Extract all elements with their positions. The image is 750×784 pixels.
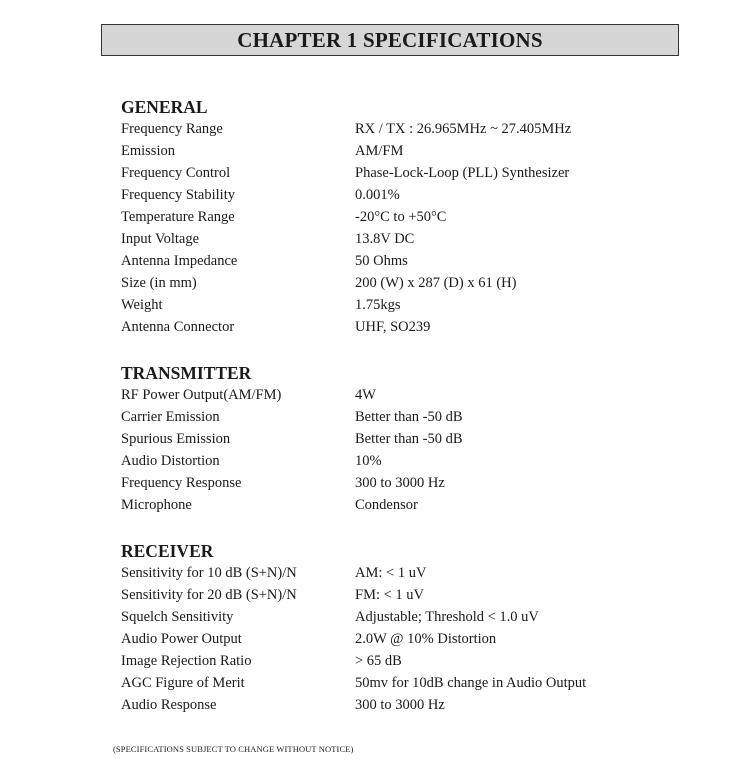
spec-row: [121, 650, 681, 672]
spec-label: Emission: [121, 143, 175, 159]
spec-row: [121, 384, 681, 406]
spec-row: [121, 118, 681, 140]
spec-value: 300 to 3000 Hz: [355, 697, 445, 713]
spec-row: [121, 294, 681, 316]
spec-label: Antenna Impedance: [121, 253, 238, 269]
spec-value: 1.75kgs: [355, 297, 401, 313]
section-receiver: [121, 540, 681, 716]
spec-row: [121, 472, 681, 494]
spec-label: Frequency Stability: [121, 187, 235, 203]
spec-label: Carrier Emission: [121, 409, 220, 425]
spec-row: [121, 562, 681, 584]
spec-label: AGC Figure of Merit: [121, 675, 245, 691]
spec-row: [121, 428, 681, 450]
spec-value: Better than -50 dB: [355, 431, 463, 447]
spec-label: RF Power Output(AM/FM): [121, 387, 282, 403]
spec-value: 50mv for 10dB change in Audio Output: [355, 675, 587, 691]
spec-value: AM: < 1 uV: [355, 565, 427, 581]
spec-row: [121, 316, 681, 338]
spec-row: [121, 162, 681, 184]
spec-label: Microphone: [121, 497, 192, 513]
spec-value: AM/FM: [355, 143, 404, 159]
spec-row: [121, 140, 681, 162]
spec-row: [121, 250, 681, 272]
spec-row: [121, 228, 681, 250]
spec-value: 10%: [355, 453, 382, 469]
spec-label: Squelch Sensitivity: [121, 609, 234, 625]
spec-label: Image Rejection Ratio: [121, 653, 252, 669]
chapter-title-box: [101, 24, 679, 56]
spec-label: Audio Response: [121, 697, 217, 713]
spec-value: FM: < 1 uV: [355, 587, 425, 603]
spec-row: [121, 606, 681, 628]
spec-value: 50 Ohms: [355, 253, 408, 269]
spec-value: UHF, SO239: [355, 319, 431, 335]
spec-row: [121, 184, 681, 206]
spec-value: RX / TX : 26.965MHz ~ 27.405MHz: [355, 121, 572, 137]
spec-value: 13.8V DC: [355, 231, 415, 247]
footnote: (SPECIFICATIONS SUBJECT TO CHANGE WITHOUT NOTICE): [113, 744, 354, 754]
spec-label: Audio Power Output: [121, 631, 242, 647]
section-heading-transmitter: TRANSMITTER: [121, 363, 252, 383]
spec-row: [121, 206, 681, 228]
chapter-title: CHAPTER 1 SPECIFICATIONS: [237, 27, 543, 52]
section-transmitter: [121, 362, 681, 516]
spec-value: Adjustable; Threshold < 1.0 uV: [355, 609, 539, 625]
spec-row: [121, 272, 681, 294]
spec-value: 300 to 3000 Hz: [355, 475, 445, 491]
spec-row: [121, 450, 681, 472]
spec-value: 4W: [355, 387, 376, 403]
spec-value: Better than -50 dB: [355, 409, 463, 425]
spec-row: [121, 694, 681, 716]
spec-label: Input Voltage: [121, 231, 200, 247]
spec-label: Frequency Range: [121, 121, 223, 137]
spec-label: Sensitivity for 10 dB (S+N)/N: [121, 565, 297, 581]
spec-row: [121, 584, 681, 606]
spec-label: Audio Distortion: [121, 453, 220, 469]
spec-row: [121, 628, 681, 650]
spec-row: [121, 494, 681, 516]
spec-label: Frequency Response: [121, 475, 242, 491]
spec-label: Sensitivity for 20 dB (S+N)/N: [121, 587, 297, 603]
spec-value: Phase-Lock-Loop (PLL) Synthesizer: [355, 165, 570, 181]
section-heading-general: GENERAL: [121, 97, 208, 117]
spec-label: Antenna Connector: [121, 319, 235, 335]
section-heading-receiver: RECEIVER: [121, 541, 214, 561]
section-general: [121, 96, 681, 338]
spec-label: Temperature Range: [121, 209, 235, 225]
spec-value: > 65 dB: [355, 653, 402, 669]
spec-label: Size (in mm): [121, 275, 197, 291]
spec-value: Condensor: [355, 497, 418, 513]
spec-value: 200 (W) x 287 (D) x 61 (H): [355, 275, 517, 291]
spec-row: [121, 406, 681, 428]
spec-label: Weight: [121, 297, 163, 313]
spec-value: -20°C to +50°C: [355, 209, 447, 225]
spec-label: Spurious Emission: [121, 431, 231, 447]
spec-label: Frequency Control: [121, 165, 231, 181]
spec-value: 0.001%: [355, 187, 400, 203]
spec-row: [121, 672, 681, 694]
spec-value: 2.0W @ 10% Distortion: [355, 631, 497, 647]
